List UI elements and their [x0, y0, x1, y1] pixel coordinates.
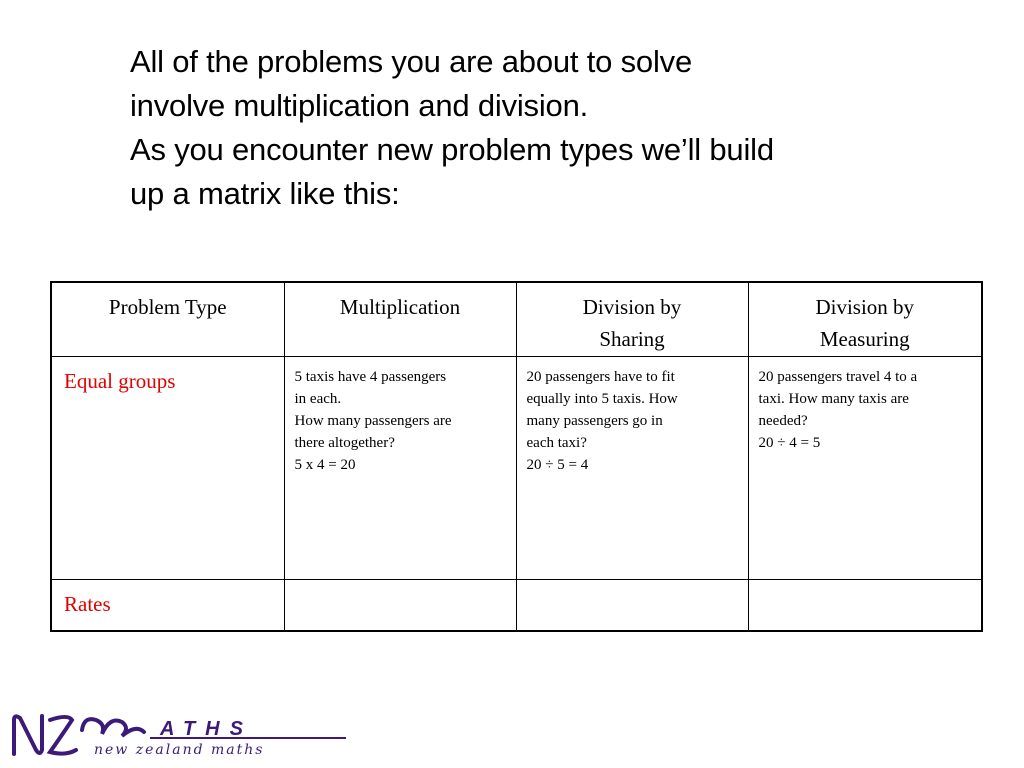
- cell-empty: [516, 580, 748, 632]
- cell-empty: [748, 580, 982, 632]
- problem-type-matrix: [50, 281, 983, 632]
- intro-line-2: involve multiplication and division.: [130, 88, 589, 123]
- cell-equation: 20 ÷ 4 = 5: [758, 435, 821, 451]
- cell-sharing-example: [516, 357, 748, 580]
- cell-line: in each.: [294, 391, 342, 407]
- cell-equation: 5 x 4 = 20: [294, 457, 356, 473]
- header-row: [51, 282, 982, 357]
- header-division-measuring-line-2: Measuring: [819, 327, 910, 351]
- intro-text: [130, 40, 970, 216]
- logo-m-glyph: [82, 719, 144, 736]
- table-row: [51, 357, 982, 580]
- cell-line: 5 taxis have 4 passengers: [294, 369, 447, 385]
- cell-line: each taxi?: [526, 435, 587, 451]
- header-division-sharing-label: [517, 283, 748, 355]
- cell-line: 20 passengers travel 4 to a: [758, 369, 918, 385]
- header-division-measuring-line-1: Division by: [815, 295, 915, 319]
- nzmaths-logo: [10, 710, 350, 760]
- intro-line-3: As you encounter new problem types we’ll build: [130, 132, 774, 167]
- row-label-text: Rates: [64, 592, 111, 616]
- logo-tagline: new zealand maths: [94, 742, 265, 758]
- header-multiplication-label: Multiplication: [339, 295, 461, 319]
- header-problem-type: [51, 282, 284, 357]
- cell-line: equally into 5 taxis. How: [526, 391, 678, 407]
- cell-line: needed?: [758, 413, 808, 429]
- cell-multiplication-example: [284, 357, 516, 580]
- cell-line: 20 passengers have to fit: [526, 369, 675, 385]
- cell-equation: 20 ÷ 5 = 4: [526, 457, 589, 473]
- cell-empty: [284, 580, 516, 632]
- header-division-measuring: [748, 282, 982, 357]
- row-label-rates: [51, 580, 284, 632]
- cell-line: taxi. How many taxis are: [758, 391, 909, 407]
- intro-line-1: All of the problems you are about to solve: [130, 44, 692, 79]
- header-division-sharing-line-2: Sharing: [599, 327, 665, 351]
- cell-line: How many passengers are: [294, 413, 452, 429]
- header-problem-type-label: Problem Type: [108, 295, 227, 319]
- header-multiplication: [284, 282, 516, 357]
- cell-line: many passengers go in: [526, 413, 663, 429]
- cell-measuring-example: [748, 357, 982, 580]
- cell-line: there altogether?: [294, 435, 395, 451]
- table-row: [51, 580, 982, 632]
- header-division-sharing-line-1: Division by: [582, 295, 682, 319]
- row-label-equal-groups: [51, 357, 284, 580]
- header-division-measuring-label: [749, 283, 982, 355]
- logo-word: ATHS: [160, 718, 253, 740]
- intro-line-4: up a matrix like this:: [130, 176, 400, 211]
- logo-z-glyph: [50, 717, 76, 754]
- header-division-sharing: [516, 282, 748, 357]
- logo-n-glyph: [14, 716, 42, 754]
- row-label-text: Equal groups: [64, 369, 176, 393]
